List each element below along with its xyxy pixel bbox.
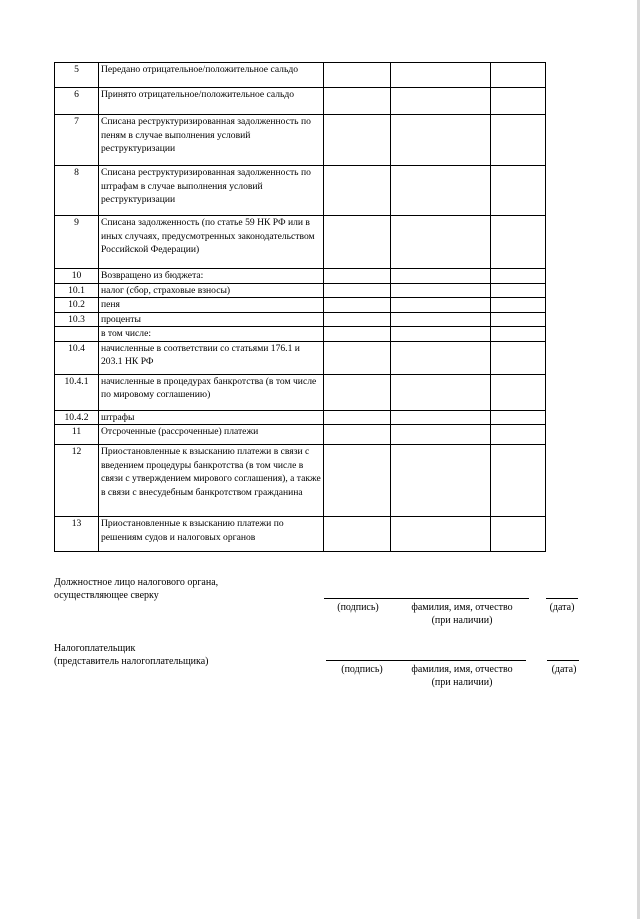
row-number: 10 — [55, 269, 99, 284]
value-cell[interactable] — [391, 425, 491, 445]
value-cell[interactable] — [391, 166, 491, 216]
taxpayer-date-caption: (дата) — [551, 664, 577, 675]
value-cell[interactable] — [491, 283, 546, 298]
taxpayer-name-caption-line1: фамилия, имя, отчество — [411, 664, 513, 675]
row-description: Принято отрицательное/положительное сальдо — [99, 88, 324, 115]
value-cell[interactable] — [324, 166, 391, 216]
value-cell[interactable] — [324, 425, 391, 445]
value-cell[interactable] — [391, 327, 491, 342]
row-description: пеня — [99, 298, 324, 313]
tax-official-signature-caption: (подпись) — [337, 602, 379, 613]
value-cell[interactable] — [324, 298, 391, 313]
table-row — [55, 269, 546, 284]
value-cell[interactable] — [324, 312, 391, 327]
tax-official-label-line2: осуществляющее сверку — [54, 590, 159, 601]
value-cell[interactable] — [324, 445, 391, 517]
taxpayer-signature-caption: (подпись) — [341, 664, 383, 675]
value-cell[interactable] — [324, 327, 391, 342]
tax-official-name-caption-line1: фамилия, имя, отчество — [411, 602, 513, 613]
value-cell[interactable] — [491, 88, 546, 115]
value-cell[interactable] — [324, 410, 391, 425]
value-cell[interactable] — [491, 410, 546, 425]
row-description: Отсроченные (рассроченные) платежи — [99, 425, 324, 445]
table-row — [55, 88, 546, 115]
value-cell[interactable] — [324, 63, 391, 88]
table-row — [55, 63, 546, 88]
row-description: Списана реструктуризированная задолженность по штрафам в случае выполнения условий реструктуризации — [99, 166, 324, 216]
value-cell[interactable] — [491, 216, 546, 269]
row-description: Приостановленные к взысканию платежи по решениям судов и налоговых органов — [99, 517, 324, 552]
value-cell[interactable] — [391, 88, 491, 115]
value-cell[interactable] — [391, 115, 491, 166]
row-number: 6 — [55, 88, 99, 115]
value-cell[interactable] — [324, 115, 391, 166]
value-cell[interactable] — [491, 445, 546, 517]
row-description: штрафы — [99, 410, 324, 425]
value-cell[interactable] — [491, 341, 546, 374]
table-row — [55, 312, 546, 327]
row-number: 8 — [55, 166, 99, 216]
row-description: Приостановленные к взысканию платежи в связи с введением процедуры банкротства (в том числе в связи с утверждением мирового соглашения), а также в связи с внесудебным банкротством гражданина — [99, 445, 324, 517]
taxpayer-date-line[interactable] — [547, 660, 579, 661]
value-cell[interactable] — [491, 312, 546, 327]
row-description: Передано отрицательное/положительное сальдо — [99, 63, 324, 88]
row-description: Списана задолженность (по статье 59 НК РФ или в иных случаях, предусмотренных законодательством Российской Федерации) — [99, 216, 324, 269]
tax-official-date-caption: (дата) — [549, 602, 575, 613]
value-cell[interactable] — [391, 283, 491, 298]
table-row — [55, 327, 546, 342]
value-cell[interactable] — [491, 327, 546, 342]
row-number: 11 — [55, 425, 99, 445]
value-cell[interactable] — [391, 216, 491, 269]
row-number: 10.1 — [55, 283, 99, 298]
row-number: 12 — [55, 445, 99, 517]
value-cell[interactable] — [324, 341, 391, 374]
value-cell[interactable] — [391, 341, 491, 374]
tax-official-label — [54, 576, 294, 602]
value-cell[interactable] — [324, 517, 391, 552]
taxpayer-label-line2: (представитель налогоплательщика) — [54, 656, 209, 667]
table-row — [55, 410, 546, 425]
table-row — [55, 216, 546, 269]
value-cell[interactable] — [491, 374, 546, 410]
value-cell[interactable] — [391, 63, 491, 88]
row-description: Списана реструктуризированная задолженность по пеням в случае выполнения условий реструктуризации — [99, 115, 324, 166]
value-cell[interactable] — [324, 269, 391, 284]
value-cell[interactable] — [491, 298, 546, 313]
row-number: 10.4.2 — [55, 410, 99, 425]
table-row — [55, 517, 546, 552]
value-cell[interactable] — [491, 425, 546, 445]
table-row — [55, 283, 546, 298]
row-description: налог (сбор, страховые взносы) — [99, 283, 324, 298]
value-cell[interactable] — [491, 517, 546, 552]
table-row — [55, 166, 546, 216]
table-row — [55, 425, 546, 445]
value-cell[interactable] — [391, 517, 491, 552]
value-cell[interactable] — [324, 88, 391, 115]
tax-official-signature-line[interactable] — [324, 598, 529, 599]
tax-official-date-line[interactable] — [546, 598, 578, 599]
row-number: 5 — [55, 63, 99, 88]
row-number: 10.4 — [55, 341, 99, 374]
tax-official-name-caption-line2: (при наличии) — [431, 615, 493, 626]
value-cell[interactable] — [491, 115, 546, 166]
row-description: начисленные в соответствии со статьями 176.1 и 203.1 НК РФ — [99, 341, 324, 374]
value-cell[interactable] — [391, 410, 491, 425]
value-cell[interactable] — [391, 312, 491, 327]
table-row — [55, 341, 546, 374]
table-row — [55, 298, 546, 313]
taxpayer-label — [54, 642, 294, 668]
row-number — [55, 327, 99, 342]
table-row — [55, 374, 546, 410]
value-cell[interactable] — [391, 298, 491, 313]
value-cell[interactable] — [324, 216, 391, 269]
table-row — [55, 445, 546, 517]
value-cell[interactable] — [391, 269, 491, 284]
value-cell[interactable] — [491, 63, 546, 88]
row-number: 10.2 — [55, 298, 99, 313]
table-row — [55, 115, 546, 166]
row-number: 10.4.1 — [55, 374, 99, 410]
reconciliation-table — [54, 62, 546, 552]
row-number: 10.3 — [55, 312, 99, 327]
taxpayer-label-line1: Налогоплательщик — [54, 643, 136, 654]
value-cell[interactable] — [324, 283, 391, 298]
row-description: в том числе: — [99, 327, 324, 342]
value-cell[interactable] — [491, 269, 546, 284]
taxpayer-name-caption-line2: (при наличии) — [431, 677, 493, 688]
row-description: Возвращено из бюджета: — [99, 269, 324, 284]
taxpayer-signature-line[interactable] — [326, 660, 526, 661]
row-number: 9 — [55, 216, 99, 269]
tax-official-label-line1: Должностное лицо налогового органа, — [54, 577, 219, 588]
row-number: 7 — [55, 115, 99, 166]
value-cell[interactable] — [391, 445, 491, 517]
value-cell[interactable] — [391, 374, 491, 410]
row-number: 13 — [55, 517, 99, 552]
value-cell[interactable] — [491, 166, 546, 216]
row-description: проценты — [99, 312, 324, 327]
value-cell[interactable] — [324, 374, 391, 410]
row-description: начисленные в процедурах банкротства (в том числе по мировому соглашению) — [99, 374, 324, 410]
